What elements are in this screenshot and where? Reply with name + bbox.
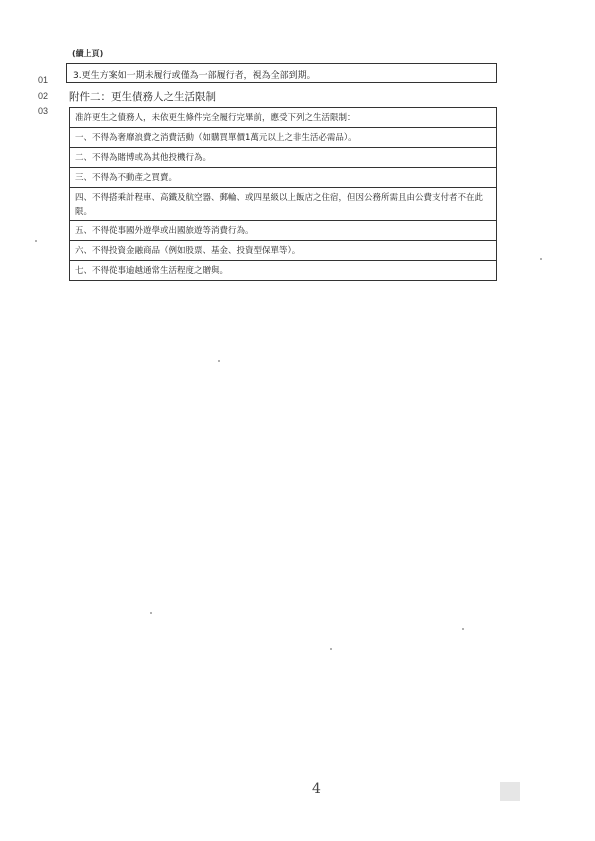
- restrictions-intro: 准許更生之債務人，未依更生條件完全履行完畢前，應受下列之生活限制：: [70, 108, 496, 128]
- clause-3-box: [66, 63, 497, 83]
- restriction-item-7: 七、不得從事逾越通常生活程度之贈與。: [70, 261, 496, 281]
- scan-speck: [35, 240, 37, 242]
- continuation-note: (續上頁): [72, 49, 104, 58]
- scan-mark: [500, 782, 520, 801]
- scan-speck: [540, 258, 542, 260]
- line-number-01: 01: [38, 75, 49, 85]
- scan-speck: [462, 628, 464, 630]
- line-number-02: 02: [38, 91, 49, 101]
- scan-speck: [150, 612, 152, 614]
- scan-speck: [330, 648, 332, 650]
- restriction-item-1: 一、不得為奢靡浪費之消費活動（如購買單價1萬元以上之非生活必需品）。: [70, 128, 496, 148]
- restriction-item-5: 五、不得從事國外遊學或出國旅遊等消費行為。: [70, 221, 496, 241]
- scan-speck: [218, 360, 220, 362]
- restriction-item-6: 六、不得投資金融商品（例如股票、基金、投資型保單等）。: [70, 241, 496, 261]
- page-number: 4: [312, 781, 321, 797]
- appendix-title: 附件二：更生債務人之生活限制: [69, 91, 216, 103]
- clause-3-text: 3.更生方案如一期未履行或僅為一部履行者，視為全部到期。: [73, 71, 316, 81]
- restriction-item-4: 四、不得搭乘計程車、高鐵及航空器、郵輪、或四星級以上飯店之住宿，但因公務所需且由公費支付者不在此限。: [70, 188, 496, 221]
- restrictions-table: [69, 107, 497, 281]
- restriction-item-2: 二、不得為賭博或為其他投機行為。: [70, 148, 496, 168]
- restriction-item-3: 三、不得為不動產之買賣。: [70, 168, 496, 188]
- line-number-03: 03: [38, 106, 49, 116]
